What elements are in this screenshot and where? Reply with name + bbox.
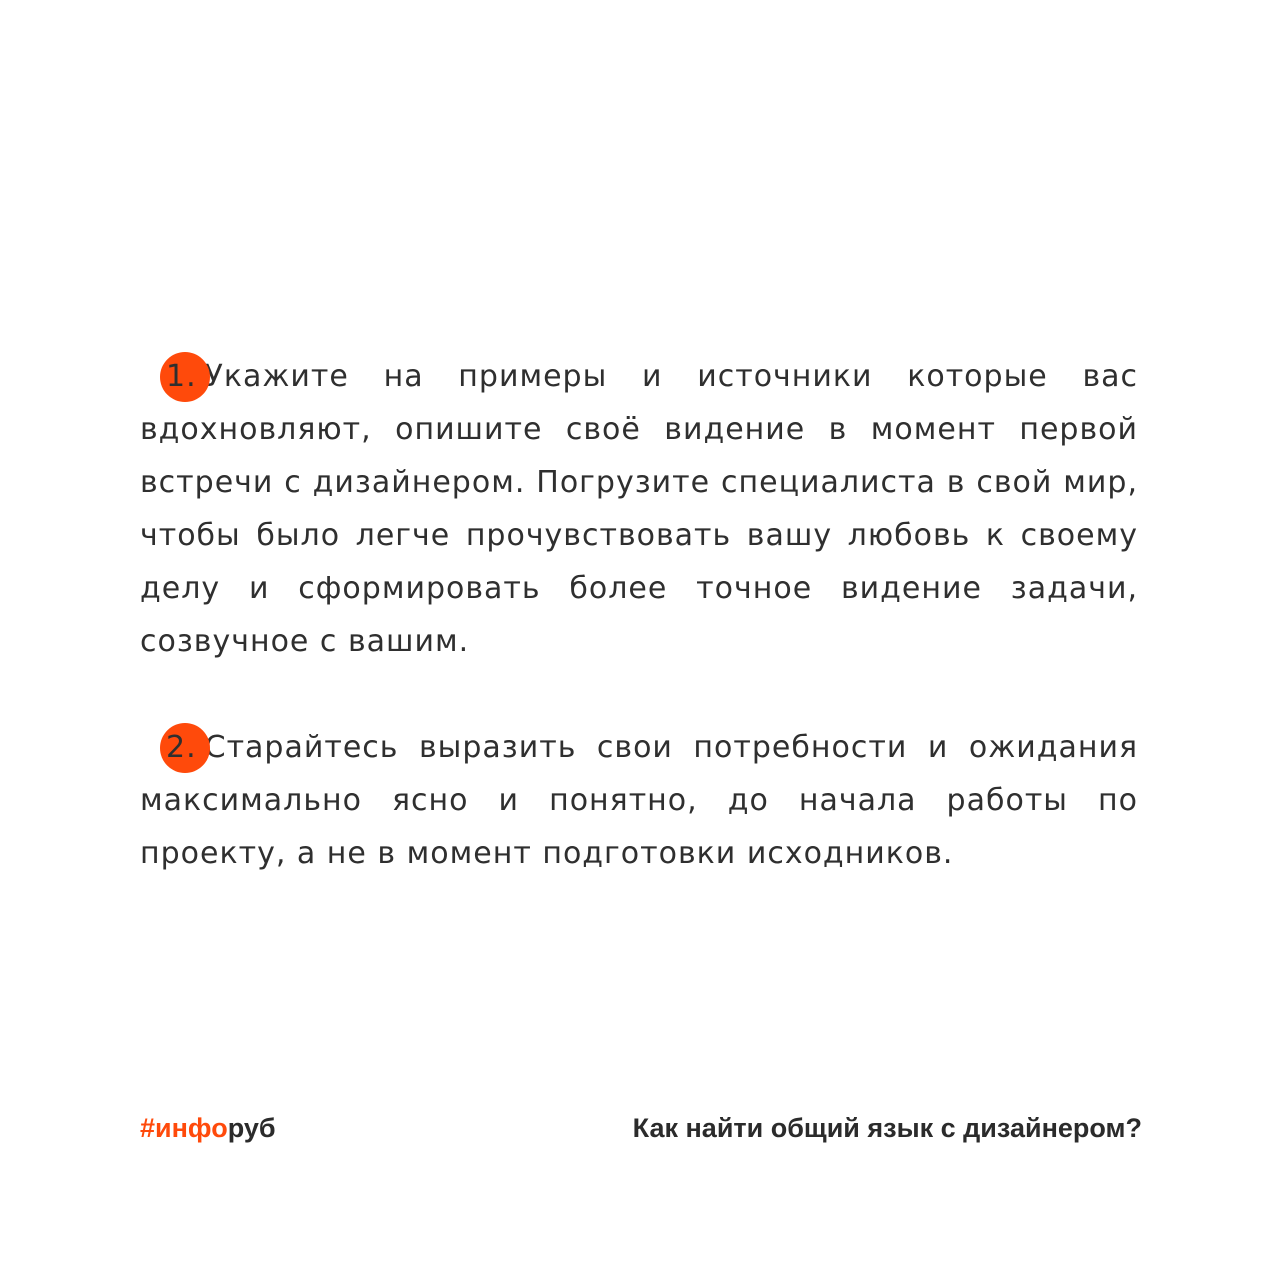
list-item-1 (140, 350, 1138, 668)
hashtag-rest: руб (227, 1113, 276, 1143)
item-number-badge: 1. (166, 350, 197, 403)
topic-title: Как найти общий язык с дизайнером? (632, 1113, 1142, 1143)
brand-hashtag (140, 1113, 276, 1144)
hashtag-accent: #инфо (140, 1113, 228, 1143)
list-item-2 (140, 721, 1138, 880)
footer (140, 1113, 1142, 1153)
item-text: Укажите на примеры и источники которые вас вдохновляют, опишите своё видение в момент первой встречи с дизайнером. Погрузите специалиста в свой мир, чтобы было легче прочувствовать вашу любовь к своему делу и сформировать более точное видение задачи, созвучное с вашим. (140, 359, 1138, 659)
item-number-badge: 2. (166, 721, 197, 774)
item-text: Старайтесь выразить свои потребности и ожидания максимально ясно и понятно, до начала работы по проекту, а не в момент подготовки исходников. (140, 730, 1138, 871)
main-content (140, 350, 1138, 880)
